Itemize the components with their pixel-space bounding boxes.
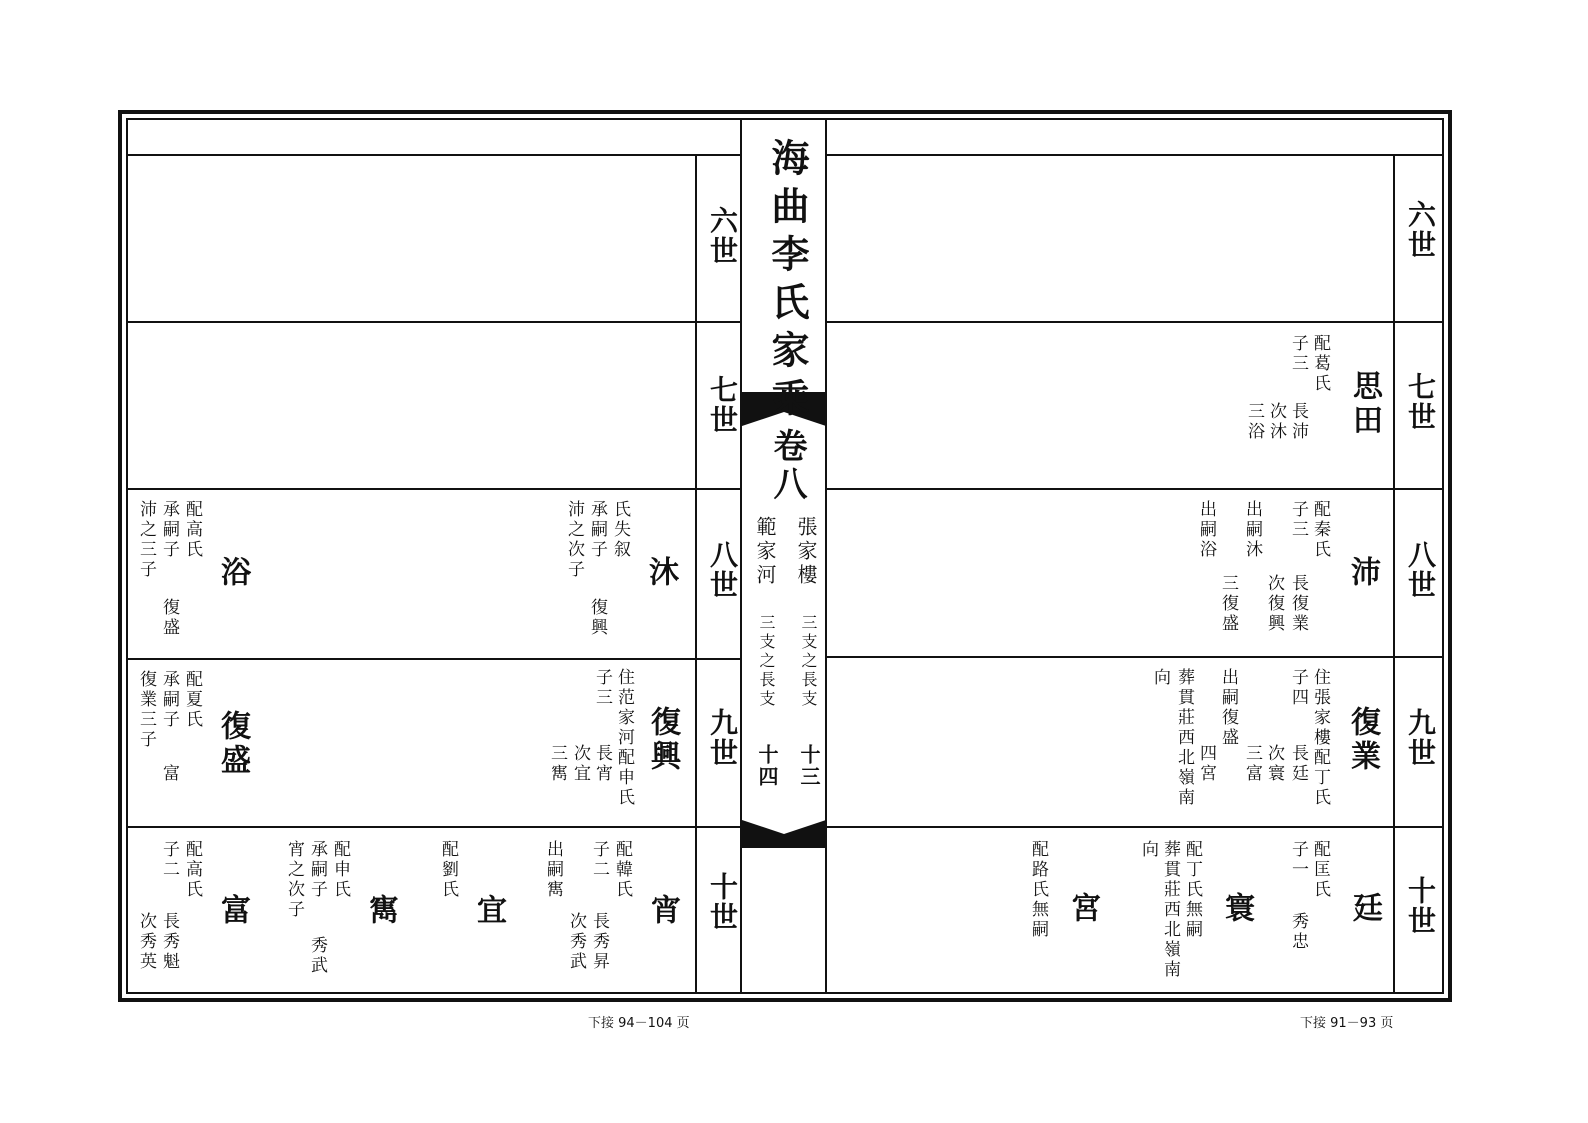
person-note: 出嗣寯	[543, 840, 563, 900]
right-row-line	[827, 321, 1442, 323]
person-note: 配劉氏	[438, 840, 458, 900]
person-note: 向	[1138, 840, 1158, 860]
person-note: 配葛氏	[1310, 334, 1330, 394]
page-number-left: 十四	[755, 744, 779, 788]
right-row-line	[827, 826, 1442, 828]
person-note: 次復興	[1264, 574, 1284, 634]
right-gen-column-border	[1393, 155, 1395, 994]
gen-label-10: 十世	[1404, 876, 1437, 936]
person-note: 沛之三子	[136, 500, 156, 580]
person-note: 長復業	[1288, 574, 1308, 634]
left-row-line	[128, 488, 740, 490]
spine-lower-band	[742, 834, 826, 848]
person-note: 三浴	[1244, 402, 1264, 442]
person-note: 三復盛	[1218, 574, 1238, 634]
person-name: 復盛	[215, 710, 250, 778]
person-note: 三寯	[547, 744, 567, 784]
left-gen-column-border	[695, 155, 697, 994]
person-note: 四宮	[1196, 744, 1216, 784]
person-note: 長秀魁	[159, 912, 179, 972]
person-name: 思田	[1347, 370, 1382, 438]
page-number-right: 十三	[797, 744, 821, 788]
person-note: 配路氏無嗣	[1028, 840, 1048, 940]
person-note: 承嗣子	[159, 670, 179, 730]
gen-label-6: 六世	[1404, 200, 1437, 260]
person-note: 承嗣子	[159, 500, 179, 560]
person-note: 子四	[1288, 668, 1308, 708]
person-note: 秀武	[307, 936, 327, 976]
person-note: 住范家河配申氏	[614, 668, 634, 808]
person-note: 次宜	[570, 744, 590, 784]
person-note: 配匡氏	[1310, 840, 1330, 900]
person-note: 子三	[1288, 334, 1308, 374]
person-note: 長秀昇	[589, 912, 609, 972]
person-note: 氏失叙	[610, 500, 630, 560]
left-page-footer: 下接 94－104 页	[588, 1016, 690, 1031]
person-name: 宜	[471, 894, 506, 928]
person-note: 沛之次子	[564, 500, 584, 580]
person-name: 富	[215, 894, 250, 928]
person-note: 子一	[1288, 840, 1308, 880]
gen-label-7: 七世	[706, 375, 739, 435]
branch-name-right: 張家樓	[794, 516, 818, 588]
person-note: 復業三子	[136, 670, 156, 750]
person-note: 承嗣子	[587, 500, 607, 560]
spine-lower-fishtail	[742, 820, 826, 834]
person-note: 葬貫莊西北嶺南	[1174, 668, 1194, 808]
person-note: 子三	[1288, 500, 1308, 540]
branch-name-left: 範家河	[753, 516, 777, 588]
person-note: 長廷	[1288, 744, 1308, 784]
person-name: 復興	[645, 706, 680, 774]
person-note: 子三	[592, 668, 612, 708]
person-note: 出嗣復盛	[1218, 668, 1238, 748]
person-note: 富	[159, 764, 179, 784]
person-note: 次秀英	[136, 912, 156, 972]
gen-label-8: 八世	[706, 540, 739, 600]
person-name: 宵	[645, 894, 680, 928]
person-note: 配高氏	[182, 840, 202, 900]
book-title: 海曲李氏家乘	[765, 138, 810, 426]
spine-right-border	[825, 118, 827, 994]
gen-label-10: 十世	[706, 872, 739, 932]
person-note: 住張家樓配丁氏	[1310, 668, 1330, 808]
left-row-line	[128, 321, 740, 323]
person-note: 葬貫莊西北嶺南	[1160, 840, 1180, 980]
right-row-line	[827, 488, 1442, 490]
person-note: 宵之次子	[284, 840, 304, 920]
person-name: 沐	[643, 556, 678, 590]
person-name: 寯	[363, 894, 398, 928]
person-note: 配秦氏	[1310, 500, 1330, 560]
gen-label-8: 八世	[1404, 540, 1437, 600]
person-note: 出嗣浴	[1196, 500, 1216, 560]
person-note: 配丁氏無嗣	[1182, 840, 1202, 940]
sub-branch-left: 三支之長支	[757, 614, 776, 709]
person-note: 配高氏	[182, 500, 202, 560]
person-name: 廷	[1347, 892, 1382, 926]
person-note: 向	[1150, 668, 1170, 688]
person-note: 秀忠	[1288, 912, 1308, 952]
person-note: 次沐	[1266, 402, 1286, 442]
person-note: 長宵	[592, 744, 612, 784]
gen-label-9: 九世	[706, 708, 739, 768]
right-page-footer: 下接 91－93 页	[1300, 1016, 1394, 1031]
person-note: 復興	[587, 598, 607, 638]
person-name: 宮	[1065, 892, 1100, 926]
right-row-line	[827, 154, 1442, 156]
gen-label-6: 六世	[706, 206, 739, 266]
volume-label: 卷八	[767, 428, 807, 504]
person-name: 浴	[215, 556, 250, 590]
gen-label-7: 七世	[1404, 372, 1437, 432]
right-row-line	[827, 656, 1442, 658]
person-note: 長沛	[1288, 402, 1308, 442]
person-note: 次秀武	[566, 912, 586, 972]
sub-branch-right: 三支之長支	[799, 614, 818, 709]
person-note: 三富	[1242, 744, 1262, 784]
left-row-line	[128, 154, 740, 156]
gen-label-9: 九世	[1404, 708, 1437, 768]
person-note: 承嗣子	[307, 840, 327, 900]
person-name: 沛	[1345, 556, 1380, 590]
person-note: 子二	[589, 840, 609, 880]
person-name: 復業	[1345, 706, 1380, 774]
person-note: 次寰	[1264, 744, 1284, 784]
left-row-line	[128, 826, 740, 828]
person-name: 寰	[1219, 892, 1254, 926]
person-note: 配申氏	[330, 840, 350, 900]
person-note: 配韓氏	[612, 840, 632, 900]
person-note: 子二	[159, 840, 179, 880]
person-note: 復盛	[159, 598, 179, 638]
left-row-line	[128, 658, 740, 660]
person-note: 出嗣沐	[1242, 500, 1262, 560]
person-note: 配夏氏	[182, 670, 202, 730]
